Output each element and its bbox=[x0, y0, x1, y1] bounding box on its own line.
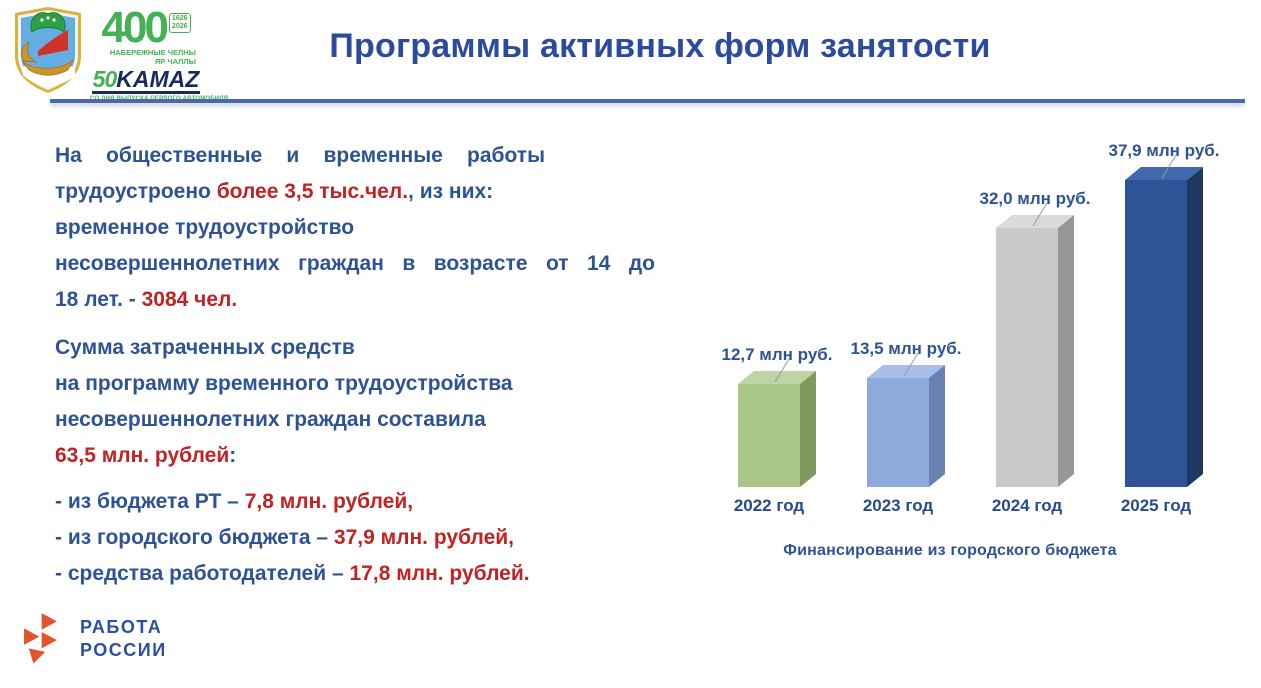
chart-caption: Финансирование из городского бюджета bbox=[783, 542, 1117, 559]
text-run: 18 лет. - bbox=[55, 288, 142, 311]
text-run: несовершеннолетних граждан в возрасте от 14 до bbox=[55, 252, 655, 275]
anniversary-400-number: 400 bbox=[101, 3, 166, 52]
bar-category-label: 2024 год bbox=[991, 496, 1063, 515]
highlighted-value: 63,5 млн. рублей bbox=[55, 444, 230, 467]
bar-chart-labels bbox=[700, 138, 1248, 578]
text-line bbox=[55, 174, 675, 210]
text-line bbox=[55, 402, 675, 438]
bar-value-label: 12,7 млн руб. bbox=[721, 345, 833, 364]
kamaz-50-logo bbox=[92, 68, 200, 94]
rabota-rossii-pinwheel-icon bbox=[24, 612, 64, 666]
paragraph-total-funds bbox=[55, 330, 675, 474]
page-title: Программы активных форм занятости bbox=[329, 27, 991, 65]
text-line bbox=[55, 484, 675, 520]
text-line bbox=[55, 282, 675, 318]
highlighted-value: 3084 чел. bbox=[141, 288, 238, 311]
coat-of-arms-icon bbox=[8, 6, 88, 94]
rabota-rossii-logo bbox=[24, 612, 167, 666]
highlighted-value: 17,8 млн. рублей. bbox=[349, 562, 530, 585]
text-line bbox=[55, 210, 675, 246]
text-line bbox=[55, 366, 675, 402]
text-run: временное трудоустройство bbox=[55, 216, 355, 239]
text-line bbox=[55, 246, 655, 282]
text-run: - из бюджета РТ – bbox=[55, 490, 245, 513]
brand-line-2: РОССИИ bbox=[80, 640, 167, 660]
bar-value-label: 13,5 млн руб. bbox=[850, 339, 962, 358]
text-run: , из них: bbox=[408, 180, 494, 203]
body-text bbox=[55, 138, 675, 592]
text-run: : bbox=[229, 444, 237, 467]
text-run: Сумма затраченных средств bbox=[55, 336, 355, 359]
budget-breakdown-list bbox=[55, 484, 675, 592]
paragraph-minors-employment bbox=[55, 210, 675, 318]
anniversary-city-name: НАБЕРЕЖНЫЕ ЧЕЛНЫ ЯР ЧАЛЛЫ bbox=[109, 48, 196, 66]
highlighted-value: 7,8 млн. рублей, bbox=[244, 490, 414, 513]
text-line bbox=[55, 556, 675, 592]
brand-line-1: РАБОТА bbox=[80, 617, 163, 637]
bar-value-label: 32,0 млн руб. bbox=[979, 189, 1091, 208]
bar-category-label: 2023 год bbox=[862, 496, 934, 515]
paragraph-public-works bbox=[55, 138, 675, 210]
text-run: несовершеннолетних граждан составила bbox=[55, 408, 486, 431]
bar-category-label: 2025 год bbox=[1120, 496, 1192, 515]
rabota-rossii-wordmark bbox=[80, 616, 167, 662]
text-line bbox=[55, 330, 675, 366]
text-run: - средства работодателей – bbox=[55, 562, 350, 585]
bar-category-label: 2022 год bbox=[733, 496, 805, 515]
anniversary-years: 1626 2026 bbox=[169, 13, 191, 33]
city-coat-of-arms-logo bbox=[8, 6, 88, 94]
text-run: На общественные и временные работы bbox=[55, 144, 545, 167]
text-run: трудоустроено bbox=[55, 180, 217, 203]
text-line bbox=[55, 138, 545, 174]
kamaz-wordmark: KAMAZ bbox=[116, 66, 200, 92]
highlighted-value: 37,9 млн. рублей, bbox=[333, 526, 515, 549]
title-divider bbox=[50, 99, 1245, 103]
text-run: на программу временного трудоустройства bbox=[55, 372, 513, 395]
kamaz-50-number: 50 bbox=[92, 66, 117, 92]
financing-bar-chart bbox=[700, 138, 1248, 578]
bar-value-label: 37,9 млн руб. bbox=[1108, 141, 1220, 160]
anniversary-400-kamaz-logo bbox=[90, 3, 202, 103]
text-run: - из городского бюджета – bbox=[55, 526, 334, 549]
highlighted-value: более 3,5 тыс.чел. bbox=[216, 180, 409, 203]
text-line bbox=[55, 520, 675, 556]
text-line bbox=[55, 438, 675, 474]
anniversary-400-row bbox=[90, 3, 202, 52]
